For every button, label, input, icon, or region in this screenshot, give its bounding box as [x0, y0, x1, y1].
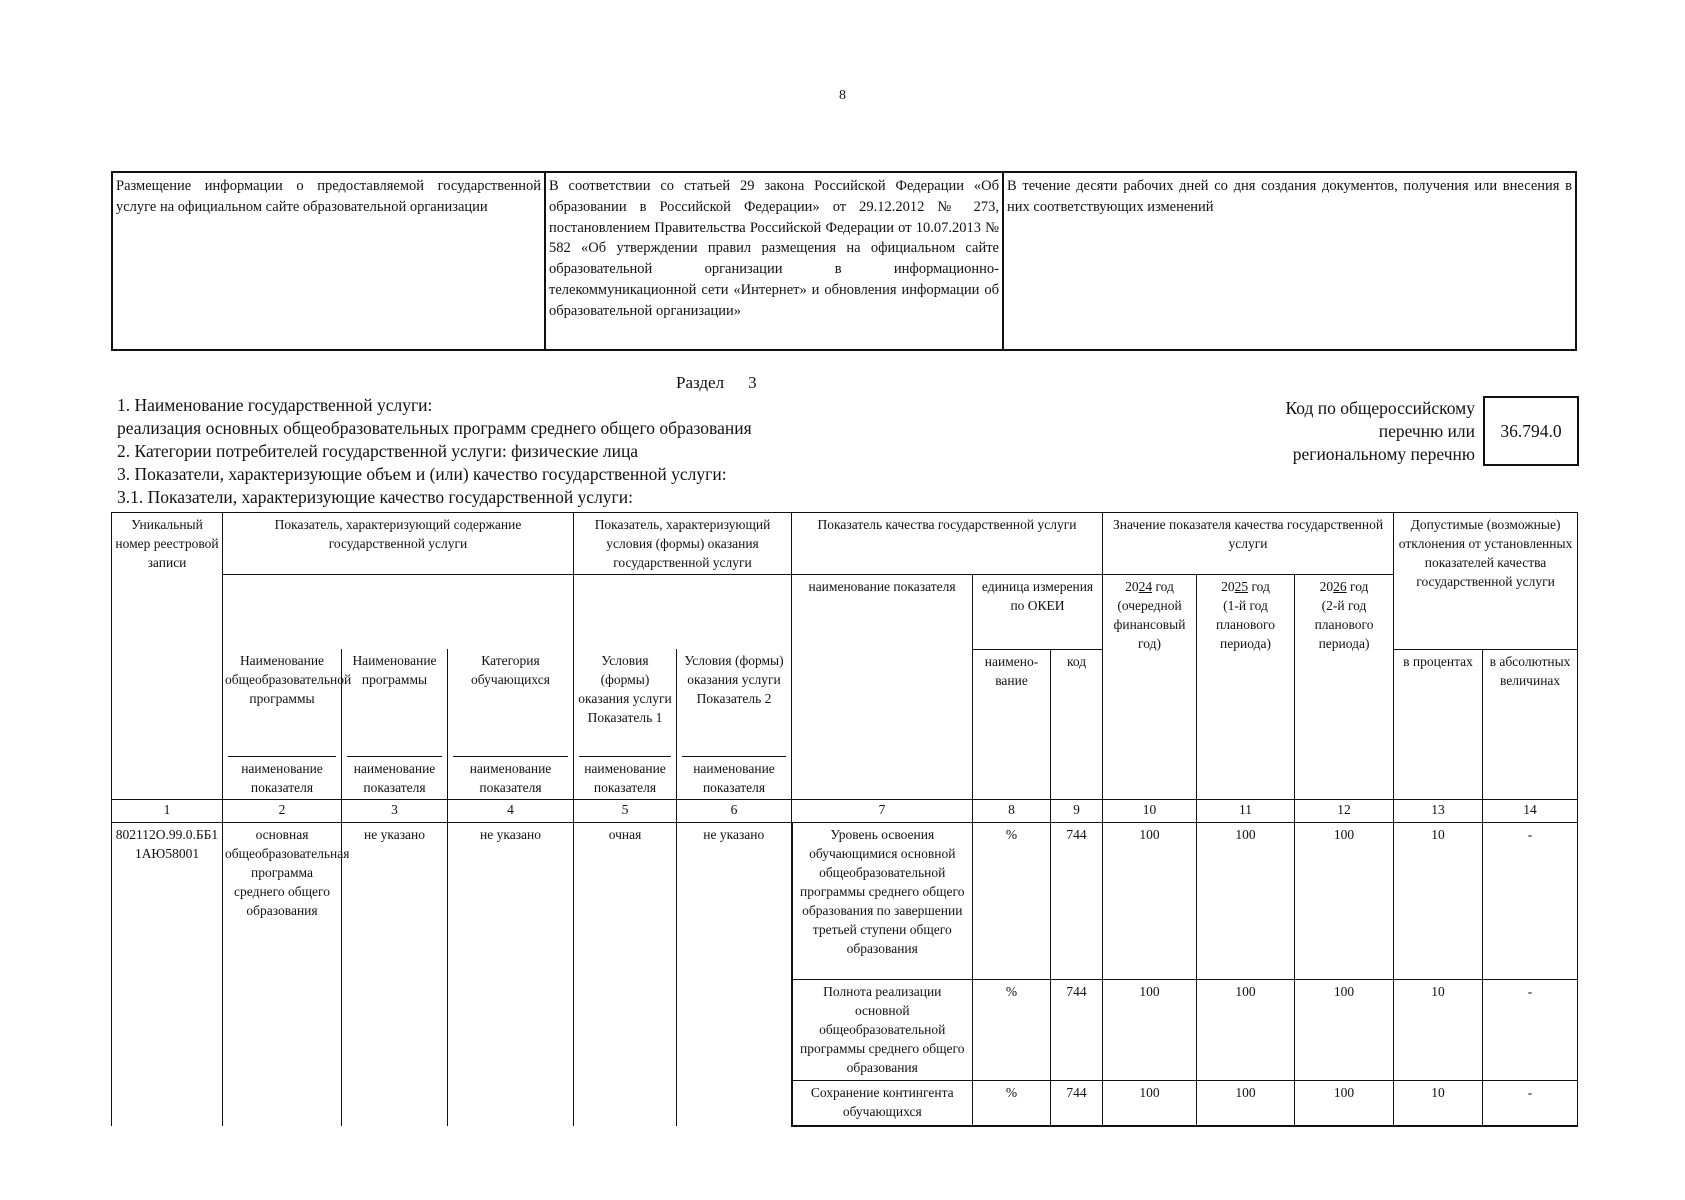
year-1-digits: 24: [1138, 579, 1153, 594]
deviation-percent: 10: [1394, 823, 1483, 980]
sub-program-name-indicator: наименование показателя: [347, 756, 442, 797]
header-registry: Уникальный номер реестровой записи: [112, 513, 223, 800]
header-year-2: [1197, 575, 1295, 800]
header-row-1: [112, 513, 1578, 575]
deviation-absolute: -: [1483, 823, 1578, 980]
index-cell: 10: [1103, 800, 1197, 823]
header-row-2: [112, 575, 1578, 650]
program-name-cell: не указано: [342, 823, 448, 1127]
index-cell: 9: [1051, 800, 1103, 823]
value-year-3: 100: [1295, 980, 1394, 1081]
year-1-prefix: 20: [1125, 579, 1139, 594]
unit-cell: %: [973, 823, 1051, 980]
value-year-2: 100: [1197, 1081, 1295, 1127]
year-2-desc: (1-й год планового периода): [1216, 598, 1275, 651]
code-cell: 744: [1051, 823, 1103, 980]
sub-condition-1-indicator: наименование показателя: [579, 756, 671, 797]
index-cell: 13: [1394, 800, 1483, 823]
deviation-absolute: -: [1483, 1081, 1578, 1127]
year-2-suffix: год: [1248, 579, 1270, 594]
sub-absolute: в абсолютных величинах: [1483, 649, 1578, 800]
year-3-suffix: год: [1346, 579, 1369, 594]
index-cell: 14: [1483, 800, 1578, 823]
sub-condition-2-indicator: наименование показателя: [682, 756, 786, 797]
year-1-desc: (очередной финансовый год): [1113, 598, 1186, 651]
value-year-3: 100: [1295, 823, 1394, 980]
indicators-line: 3. Показатели, характеризующие объем и (или) качество государственной услуги:: [117, 464, 727, 484]
index-cell: 12: [1295, 800, 1394, 823]
sub-percent: в процентах: [1394, 649, 1483, 800]
code-cell: 744: [1051, 980, 1103, 1081]
value-year-1: 100: [1103, 823, 1197, 980]
sub-program-label: Наименование общеобразовательной программы: [225, 653, 352, 706]
value-year-3: 100: [1295, 1081, 1394, 1127]
condition-1-cell: очная: [574, 823, 677, 1127]
service-name-label: 1. Наименование государственной услуги:: [117, 395, 433, 415]
header-ind-name: наименование показателя: [792, 575, 973, 800]
section-number: 3: [748, 373, 757, 392]
year-3-digits: 26: [1333, 579, 1347, 594]
info-cell-subject: Размещение информации о предоставляемой государственной услуге на официальном сайте образовательной организации: [112, 172, 545, 350]
sub-unit-name: наимено-вание: [973, 649, 1051, 800]
code-cell: 744: [1051, 1081, 1103, 1127]
header-year-1: [1103, 575, 1197, 800]
header-conditions: Показатель, характеризующий условия (формы) оказания государственной услуги: [574, 513, 792, 575]
code-label-line-1: Код по общероссийскому: [1285, 398, 1475, 418]
service-name: реализация основных общеобразовательных программ среднего общего образования: [117, 418, 752, 438]
index-cell: 8: [973, 800, 1051, 823]
value-year-2: 100: [1197, 980, 1295, 1081]
index-cell: 7: [792, 800, 973, 823]
index-cell: 11: [1197, 800, 1295, 823]
year-3-desc: (2-й год планового периода): [1314, 598, 1374, 651]
sub-unit-code: код: [1051, 649, 1103, 800]
header-values: Значение показателя качества государственной услуги: [1103, 513, 1394, 575]
header-unit: единица измерения по ОКЕИ: [973, 575, 1103, 650]
year-1-suffix: год: [1152, 579, 1174, 594]
sub-program: [223, 649, 352, 800]
section-title: [676, 373, 757, 393]
code-box: 36.794.0: [1483, 396, 1579, 466]
index-cell: 2: [223, 800, 342, 823]
sub-program-name: [342, 649, 448, 800]
deviation-percent: 10: [1394, 980, 1483, 1081]
year-2-digits: 25: [1234, 579, 1249, 594]
deviation-absolute: -: [1483, 980, 1578, 1081]
sub-program-indicator: наименование показателя: [228, 756, 336, 797]
sub-program-name-label: Наименование программы: [352, 653, 437, 687]
year-2-prefix: 20: [1221, 579, 1235, 594]
code-label-line-2: перечню или: [1378, 421, 1475, 441]
index-row: [112, 800, 1578, 823]
index-cell: 3: [342, 800, 448, 823]
info-cell-basis: В соответствии со статьей 29 закона Российской Федерации «Об образовании в Российской Федерации» от 29.12.2012 № 273, постановлением Правительства Российской Федерации от 10.07.2013 № 582 «Об утверждении правил размещения на официальном сайте образовательной организации в информационно-телекоммуникационной сети «Интернет» и обновления информации об образовательной организации»: [545, 172, 1003, 350]
quality-indicators-line: 3.1. Показатели, характеризующие качество государственной услуги:: [117, 487, 633, 507]
category-cell: не указано: [448, 823, 574, 1127]
consumers-line: 2. Категории потребителей государственной услуги: физические лица: [117, 441, 639, 461]
index-cell: 1: [112, 800, 223, 823]
unit-cell: %: [973, 980, 1051, 1081]
page-number: 8: [839, 88, 846, 103]
index-cell: 4: [448, 800, 574, 823]
sub-category-indicator: наименование показателя: [453, 756, 568, 797]
condition-2-cell: не указано: [677, 823, 792, 1127]
indicator-name: Уровень освоения обучающимися основной общеобразовательной программы среднего общего образования по завершении третьей ступени общего образования: [792, 823, 973, 980]
indicator-name: Полнота реализации основной общеобразовательной программы среднего общего образования: [792, 980, 973, 1081]
deviation-percent: 10: [1394, 1081, 1483, 1127]
info-table: [111, 171, 1577, 351]
sub-category-label: Категория обучающихся: [471, 653, 550, 687]
program-cell: основная общеобразовательная программа среднего общего образования: [223, 823, 342, 1127]
registry-number: 802112О.99.0.ББ11АЮ58001: [112, 823, 223, 1127]
index-cell: 5: [574, 800, 677, 823]
header-conditions-spacer: [574, 575, 792, 650]
quality-table: [111, 512, 1578, 1127]
value-year-2: 100: [1197, 823, 1295, 980]
indicator-name: Сохранение контингента обучающихся: [792, 1081, 973, 1127]
header-year-3: [1295, 575, 1394, 800]
info-cell-frequency: В течение десяти рабочих дней со дня создания документов, получения или внесения в них соответствующих изменений: [1003, 172, 1576, 350]
header-quality: Показатель качества государственной услуги: [792, 513, 1103, 575]
index-cell: 6: [677, 800, 792, 823]
sub-condition-2: [677, 649, 792, 800]
unit-cell: %: [973, 1081, 1051, 1127]
sub-condition-1-label: Условия (формы) оказания услуги Показатель 1: [578, 653, 672, 725]
code-label: [1225, 397, 1475, 466]
value-year-1: 100: [1103, 980, 1197, 1081]
header-deviations: Допустимые (возможные) отклонения от установленных показателей качества государственной услуги: [1394, 513, 1578, 650]
section-label: Раздел: [676, 373, 725, 392]
value-year-1: 100: [1103, 1081, 1197, 1127]
table-row: [112, 823, 1578, 980]
header-content: Показатель, характеризующий содержание государственной услуги: [223, 513, 574, 575]
sub-category: [448, 649, 574, 800]
sub-condition-2-label: Условия (формы) оказания услуги Показатель 2: [684, 653, 784, 706]
year-3-prefix: 20: [1319, 579, 1334, 594]
code-label-line-3: региональному перечню: [1292, 444, 1475, 464]
header-content-spacer: [223, 575, 574, 650]
sub-condition-1: [574, 649, 677, 800]
